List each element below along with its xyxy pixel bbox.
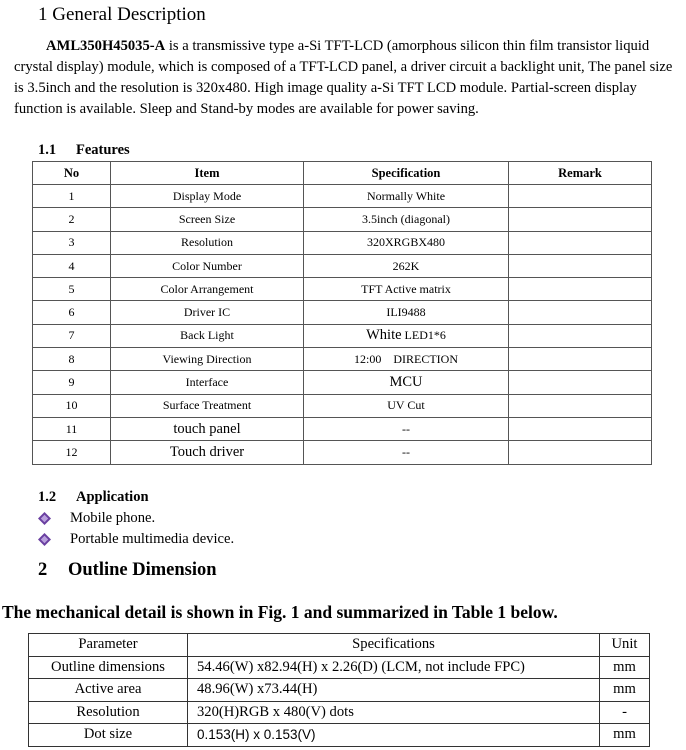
table-row: [33, 301, 652, 324]
cell-item: [111, 208, 304, 231]
header-unit: Unit: [600, 634, 650, 657]
list-item: [38, 531, 234, 548]
item-text: touch panel: [173, 420, 241, 437]
cell-specification: [304, 371, 509, 394]
spec-text-large: White: [366, 327, 402, 344]
cell-no: 3: [33, 231, 111, 254]
table-row: [33, 417, 652, 440]
description-text: is a transmissive type a-Si TFT-LCD (amorphous silicon thin film transistor liquid crystal display) module, which is composed of a TFT-LCD panel, a driver circuit a backlight unit, The panel size is 3.5inch and the resolution is 320x480. High image quality a-Si TFT LCD module. Partial-screen display function is available. Sleep and Stand-by modes are available for power saving.: [14, 38, 673, 117]
application-title: Application: [76, 489, 149, 505]
cell-unit: -: [600, 701, 650, 724]
list-item: [38, 510, 155, 527]
cell-unit: mm: [600, 679, 650, 702]
spec-text-large: MCU: [389, 374, 423, 391]
cell-no: 8: [33, 348, 111, 371]
item-text: Color Arrangement: [160, 281, 254, 296]
cell-specifications: 320(H)RGB x 480(V) dots: [188, 701, 600, 724]
table-row: [33, 348, 652, 371]
cell-remark: [509, 324, 652, 347]
general-description: [14, 36, 684, 120]
features-title: Features: [76, 142, 130, 158]
cell-remark: [509, 441, 652, 464]
spec-text: --: [402, 444, 410, 459]
spec-text: 12:00 DIRECTION: [354, 351, 458, 366]
cell-specification: [304, 348, 509, 371]
header-no: No: [33, 162, 111, 185]
cell-item: [111, 348, 304, 371]
item-text: Surface Treatment: [162, 398, 252, 413]
item-text: Interface: [185, 375, 229, 390]
cell-specifications: 48.96(W) x73.44(H): [188, 679, 600, 702]
item-text: Resolution: [180, 235, 233, 250]
header-specification: Specification: [304, 162, 509, 185]
outline-dimension-heading: [38, 560, 217, 581]
header-specifications: Specifications: [188, 634, 600, 657]
section2-number: 2: [38, 560, 48, 580]
features-header-row: [33, 162, 652, 185]
item-text: Screen Size: [178, 211, 236, 226]
spec-text: 262K: [392, 258, 420, 273]
cell-no: 1: [33, 185, 111, 208]
spec-text: LED1*6: [401, 328, 446, 343]
item-text: Back Light: [180, 328, 234, 343]
features-number: 1.1: [38, 142, 57, 158]
cell-item: [111, 441, 304, 464]
cell-remark: [509, 231, 652, 254]
item-text: Driver IC: [183, 305, 231, 320]
table-row: [33, 254, 652, 277]
cell-unit: mm: [600, 656, 650, 679]
table-row: [29, 679, 650, 702]
application-number: 1.2: [38, 489, 57, 505]
diamond-bullet-icon: [38, 512, 51, 525]
features-heading: [38, 142, 130, 159]
cell-no: 6: [33, 301, 111, 324]
spec-text: 320XRGBX480: [366, 235, 445, 250]
spec-text: UV Cut: [387, 398, 425, 413]
table-row: [29, 656, 650, 679]
mechanical-detail-text: The mechanical detail is shown in Fig. 1 and summarized in Table 1 below.: [2, 602, 558, 622]
header-item: Item: [111, 162, 304, 185]
cell-remark: [509, 254, 652, 277]
cell-item: [111, 324, 304, 347]
cell-parameter: Dot size: [29, 724, 188, 747]
table-row: [29, 724, 650, 747]
item-text: Touch driver: [169, 443, 245, 460]
cell-parameter: Outline dimensions: [29, 656, 188, 679]
cell-item: [111, 394, 304, 417]
header-remark: Remark: [509, 162, 652, 185]
cell-specifications: 0.153(H) x 0.153(V): [188, 724, 600, 747]
spec-text: TFT Active matrix: [361, 281, 451, 296]
table-row: [33, 371, 652, 394]
cell-specification: [304, 301, 509, 324]
table-row: [33, 324, 652, 347]
cell-specification: [304, 278, 509, 301]
cell-specification: [304, 254, 509, 277]
diamond-bullet-icon: [38, 533, 51, 546]
table-row: [33, 231, 652, 254]
table-row: [29, 701, 650, 724]
cell-item: [111, 371, 304, 394]
cell-remark: [509, 301, 652, 324]
spec-text: 3.5inch (diagonal): [362, 211, 450, 226]
cell-unit: mm: [600, 724, 650, 747]
cell-item: [111, 185, 304, 208]
model-name: AML350H45035-A: [46, 38, 166, 54]
cell-specification: [304, 441, 509, 464]
cell-item: [111, 231, 304, 254]
cell-item: [111, 301, 304, 324]
cell-remark: [509, 185, 652, 208]
cell-parameter: Active area: [29, 679, 188, 702]
cell-item: [111, 417, 304, 440]
cell-specification: [304, 185, 509, 208]
cell-remark: [509, 208, 652, 231]
table-row: [33, 208, 652, 231]
cell-item: [111, 278, 304, 301]
cell-specification: [304, 208, 509, 231]
cell-remark: [509, 394, 652, 417]
table-row: [33, 185, 652, 208]
cell-item: [111, 254, 304, 277]
application-heading: [38, 489, 149, 506]
cell-no: 11: [33, 417, 111, 440]
spec-text: Normally White: [366, 188, 446, 203]
cell-no: 10: [33, 394, 111, 417]
table-row: [33, 278, 652, 301]
section-title: 1 General Description: [38, 4, 206, 25]
item-text: Color Number: [172, 258, 242, 273]
application-item: Mobile phone.: [70, 510, 156, 526]
cell-remark: [509, 417, 652, 440]
cell-no: 7: [33, 324, 111, 347]
item-text: Viewing Direction: [162, 351, 252, 366]
summary-table: [28, 633, 650, 747]
cell-no: 4: [33, 254, 111, 277]
cell-specification: [304, 394, 509, 417]
summary-header-row: [29, 634, 650, 657]
cell-remark: [509, 371, 652, 394]
spec-text: ILI9488: [386, 305, 426, 320]
table-row: [33, 441, 652, 464]
cell-parameter: Resolution: [29, 701, 188, 724]
cell-remark: [509, 278, 652, 301]
spec-text: --: [402, 421, 410, 436]
cell-no: 12: [33, 441, 111, 464]
cell-no: 5: [33, 278, 111, 301]
table-row: [33, 394, 652, 417]
item-text: Display Mode: [172, 188, 242, 203]
cell-no: 9: [33, 371, 111, 394]
header-parameter: Parameter: [29, 634, 188, 657]
cell-specification: [304, 417, 509, 440]
features-table: [32, 161, 652, 465]
cell-no: 2: [33, 208, 111, 231]
section2-title: Outline Dimension: [68, 560, 217, 580]
cell-specifications: 54.46(W) x82.94(H) x 2.26(D) (LCM, not include FPC): [188, 656, 600, 679]
cell-remark: [509, 348, 652, 371]
cell-specification: [304, 231, 509, 254]
application-item: Portable multimedia device.: [70, 531, 235, 547]
cell-specification: [304, 324, 509, 347]
